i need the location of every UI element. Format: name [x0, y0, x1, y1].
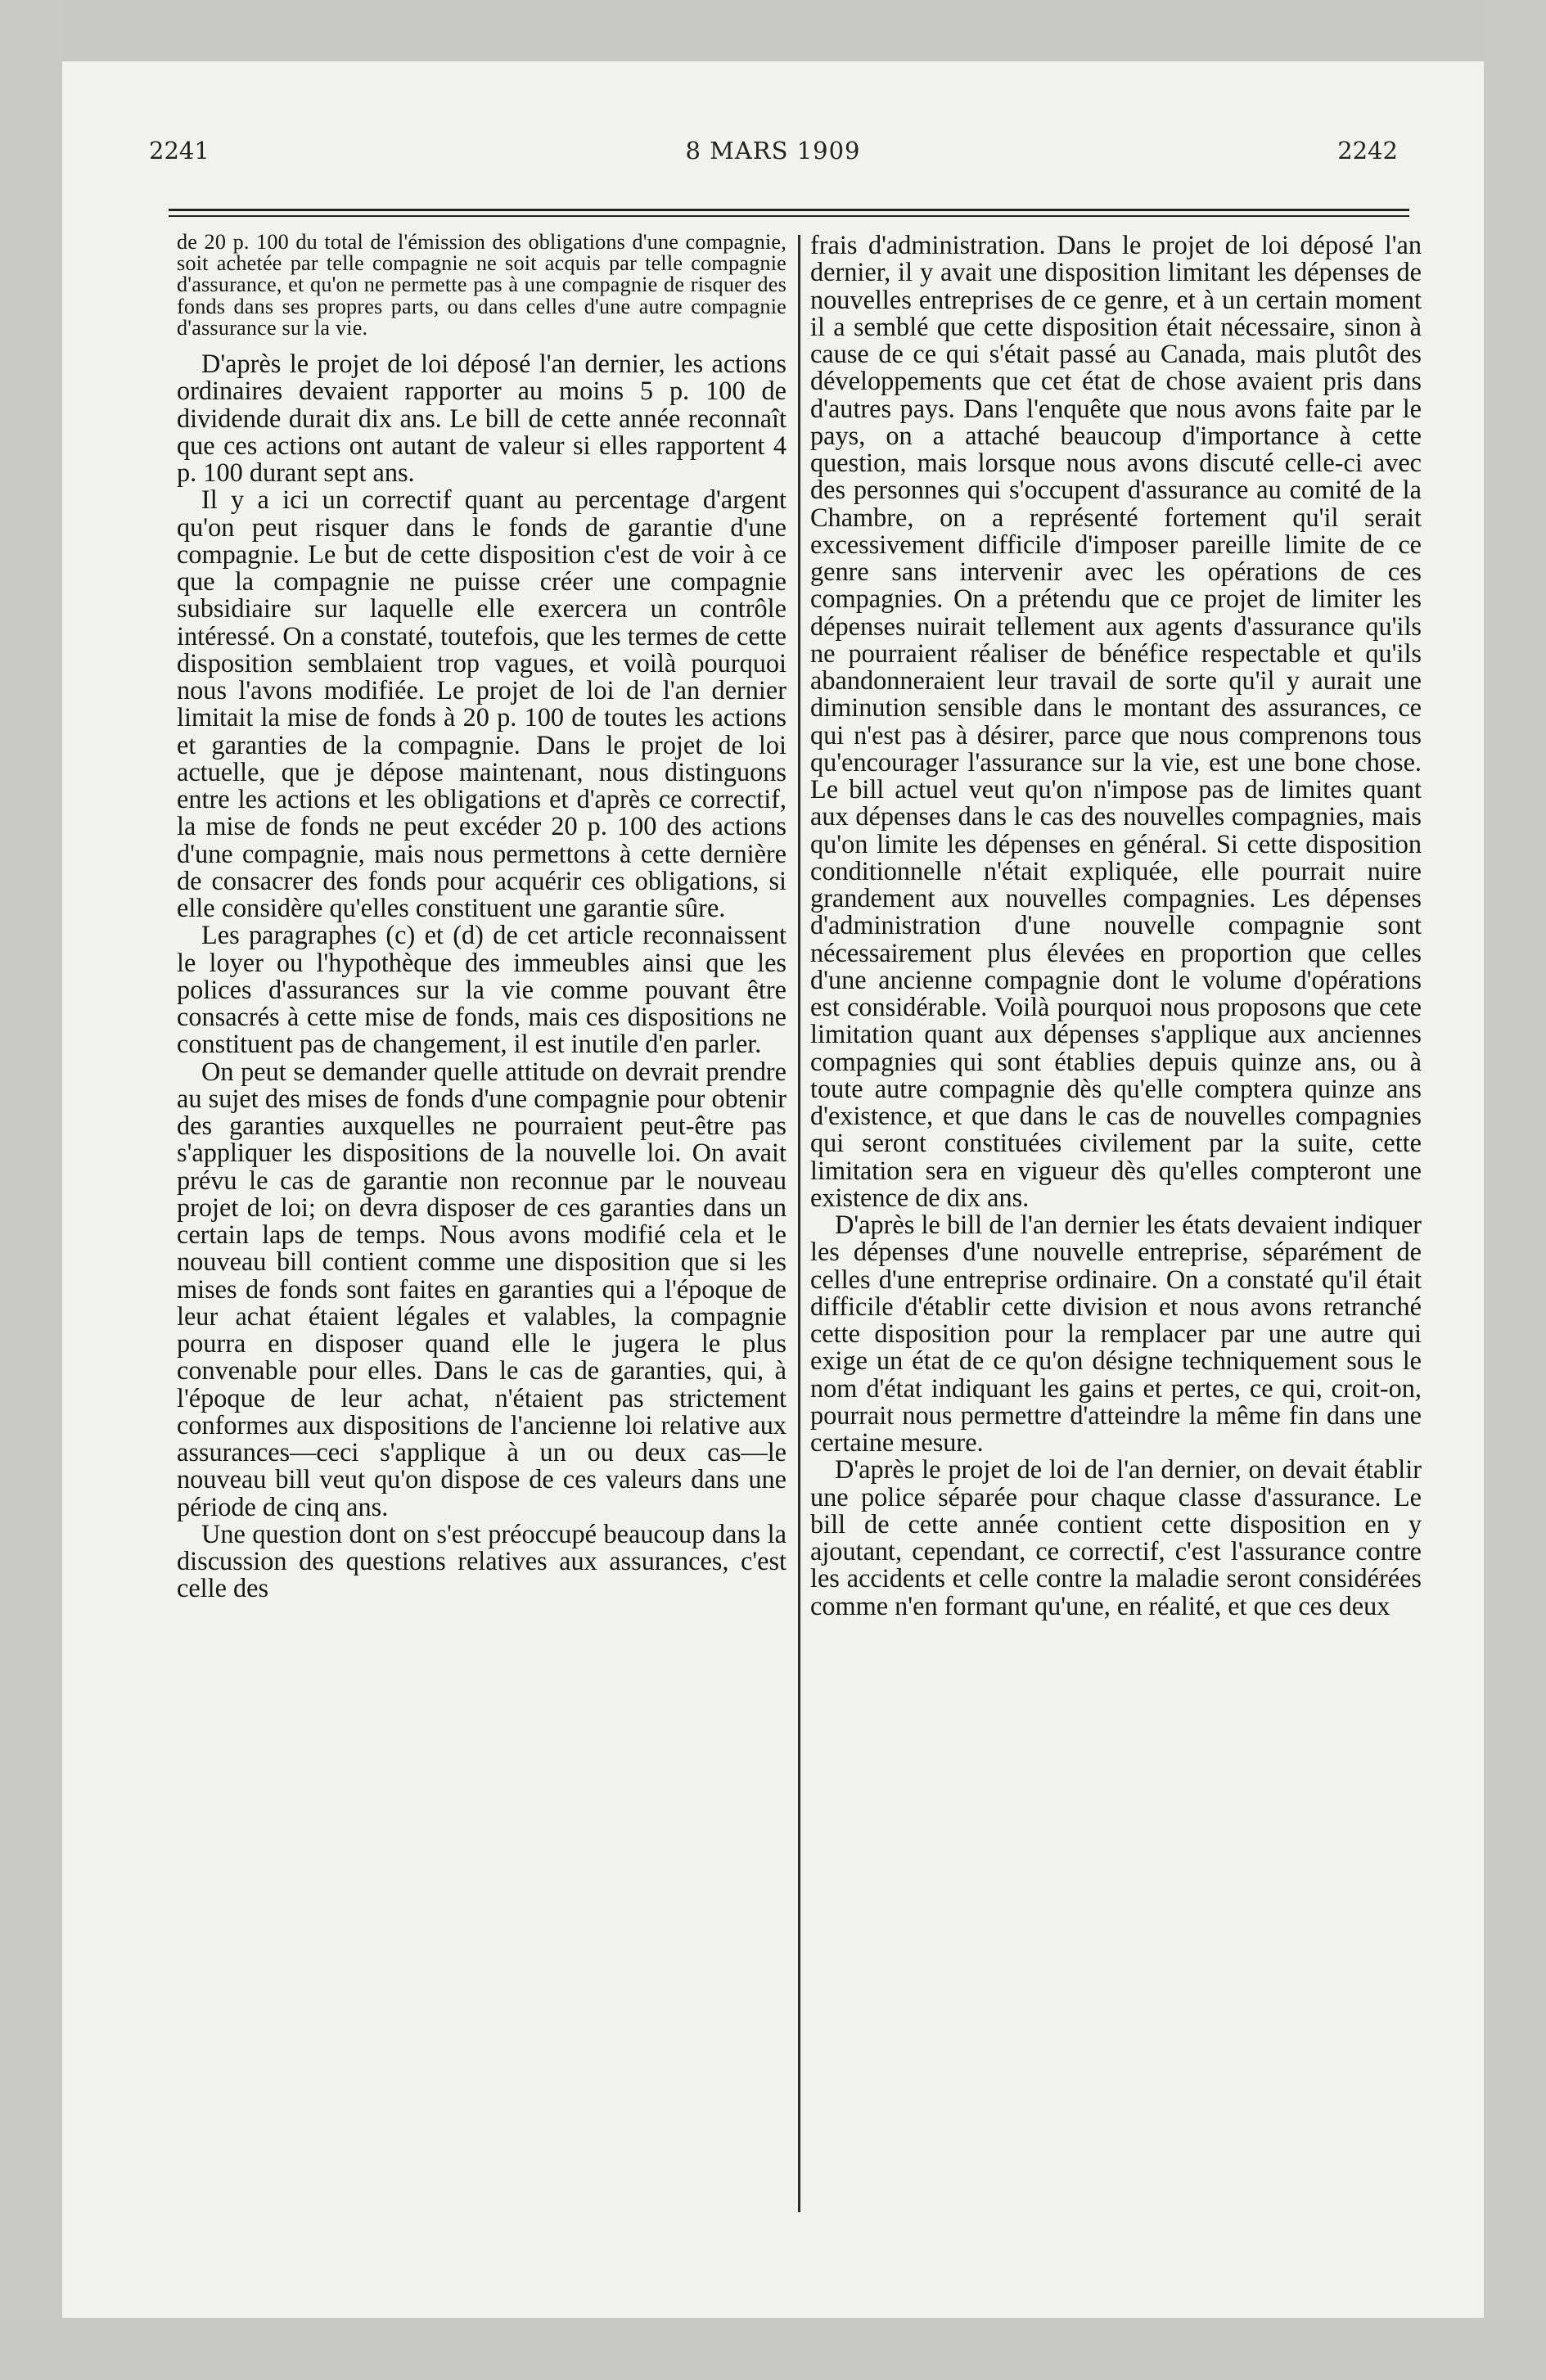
- right-page-number: 2242: [1337, 137, 1398, 165]
- left-paragraph: Une question dont on s'est préoccupé beaucoup dans la discussion des questions relatives aux assurances, c'est celle des: [177, 1518, 787, 1603]
- page-date: 8 MARS 1909: [685, 137, 861, 165]
- scan-border-bottom: [0, 2318, 1546, 2380]
- scan-border-right: [1484, 0, 1546, 2380]
- left-paragraph: D'après le projet de loi déposé l'an dernier, les actions ordinaires devaient rapporter au moins 5 p. 100 de dividende durait dix ans. Le bill de cette année reconnaît que ces actions ont autant de valeur si elles rapportent 4 p. 100 durant sept ans.: [177, 349, 787, 488]
- document-page: [62, 61, 1484, 2318]
- left-paragraph: Il y a ici un correctif quant au percentage d'argent qu'on peut risquer dans le fonds de garantie d'une compagnie. Le but de cette disposition c'est de voir à ce que la compagnie ne puisse créer une compagnie subsidiaire sur laquelle elle exercera un contrôle intéressé. On a constaté, toutefois, que les termes de cette disposition semblaient trop vagues, et voilà pourquoi nous l'avons modifiée. Le projet de loi de l'an dernier limitait la mise de fonds à 20 p. 100 de toutes les actions et garanties de la compagnie. Dans le projet de loi actuelle, que je dépose maintenant, nous distinguons entre les actions et les obligations et d'après ce correctif, la mise de fonds ne peut excéder 20 p. 100 des actions d'une compagnie, mais nous permettons à cette dernière de consacrer des fonds pour acquérir ces obligations, si elle considère qu'elles constituent une garantie sûre.: [177, 485, 787, 923]
- left-column: [177, 232, 787, 1602]
- left-paragraph: Les paragraphes (c) et (d) de cet article reconnaissent le loyer ou l'hypothèque des immeubles ainsi que les polices d'assurances sur la vie comme pouvant être consacrés à cette mise de fonds, mais ces dispositions ne constituent pas de changement, il est inutile d'en parler.: [177, 920, 787, 1059]
- right-paragraph: frais d'administration. Dans le projet de loi déposé l'an dernier, il y avait une disposition limitant les dépenses de nouvelles entreprises de ce genre, et à un certain moment il a semblé que cette disposition était nécessaire, sinon à cause de ce qui s'était passé au Canada, mais plutôt des développements que cet état de chose avaient pris dans d'autres pays. Dans l'enquête que nous avons faite par le pays, on a attaché beaucoup d'importance à cette question, mais lorsque nous avons discuté celle-ci avec des personnes qui s'occupent d'assurance au comité de la Chambre, on a représenté fortement qu'il serait excessivement difficile d'imposer pareille limite de ce genre sans intervenir avec les opérations de ces compagnies. On a prétendu que ce projet de limiter les dépenses nuirait tellement aux agents d'assurance qu'ils ne pourraient réaliser de bénéfice respectable et qu'ils abandonneraient leur travail de sorte qu'il y aurait une diminution sensible dans le montant des assurances, ce qui n'est pas à désirer, parce que nous comprenons tous qu'encourager l'assurance sur la vie, est une bone chose. Le bill actuel veut qu'on n'impose pas de limites quant aux dépenses dans le cas des nouvelles compagnies, mais qu'on limite les dépenses en général. Si cette disposition conditionnelle n'était expliquée, elle pourrait nuire grandement aux nouvelles compagnies. Les dépenses d'administration d'une nouvelle compagnie sont nécessairement plus élevées en proportion que celles d'une ancienne compagnie dont le volume d'opérations est considérable. Voilà pourquoi nous proposons que cete limitation quant aux dépenses s'applique aux anciennes compagnies qui sont établies depuis quinze ans, ou à toute autre compagnie dès qu'elle comptera quinze ans d'existence, et que dans le cas de nouvelles compagnies qui seront constituées civilement par la suite, cette limitation sera en vigueur dès qu'elles compteront une existence de dix ans.: [810, 230, 1422, 1212]
- right-column: [810, 232, 1422, 1620]
- left-paragraph: de 20 p. 100 du total de l'émission des obligations d'une compagnie, soit achetée par telle compagnie ne soit acquis par telle compagnie d'assurance, et qu'on ne permette pas à une compagnie de risquer des fonds dans ses propres parts, ou dans celles d'une autre compagnie d'assurance sur la vie.: [177, 230, 787, 340]
- left-page-number: 2241: [149, 137, 210, 165]
- right-paragraph: D'après le bill de l'an dernier les états devaient indiquer les dépenses d'une nouvelle entreprise, séparément de celles d'une entreprise ordinaire. On a constaté qu'il était difficile d'établir cette division et nous avons retranché cette disposition pour la remplacer par une autre qui exige un état de ce qu'on désigne techniquement sous le nom d'état indiquant les gains et pertes, ce qui, croit-on, pourrait nous permettre d'atteindre la même fin dans une certaine mesure.: [810, 1210, 1422, 1457]
- right-paragraph: D'après le projet de loi de l'an dernier, on devait établir une police séparée pour chaque classe d'assurance. Le bill de cette année contient cette disposition en y ajoutant, cependant, ce correctif, c'est l'assurance contre les accidents et celle contre la maladie seront considérées comme n'en formant qu'une, en réalité, et que ces deux: [810, 1454, 1422, 1620]
- header-rule-top: [169, 209, 1409, 211]
- scan-border-left: [0, 0, 62, 2380]
- scan-border-top: [0, 0, 1546, 61]
- column-divider: [798, 235, 800, 2212]
- left-paragraph: On peut se demander quelle attitude on devrait prendre au sujet des mises de fonds d'une compagnie pour obtenir des garanties auxquelles ne pourraient peut-être pas s'appliquer les dispositions de la nouvelle loi. On avait prévu le cas de garantie non reconnue par le nouveau projet de loi; on devra disposer de ces garanties dans un certain laps de temps. Nous avons modifié cela et le nouveau bill contient comme une disposition que si les mises de fonds sont faites en garanties qui a l'époque de leur achat étaient légales et valables, la compagnie pourra en disposer quand elle le jugera le plus convenable pour elles. Dans le cas de garanties, qui, à l'époque de leur achat, n'étaient pas strictement conformes aux dispositions de l'ancienne loi relative aux assurances—ceci s'applique à un ou deux cas—le nouveau bill veut qu'on dispose de ces valeurs dans une période de cinq ans.: [177, 1056, 787, 1521]
- header-rule-bottom: [169, 215, 1409, 217]
